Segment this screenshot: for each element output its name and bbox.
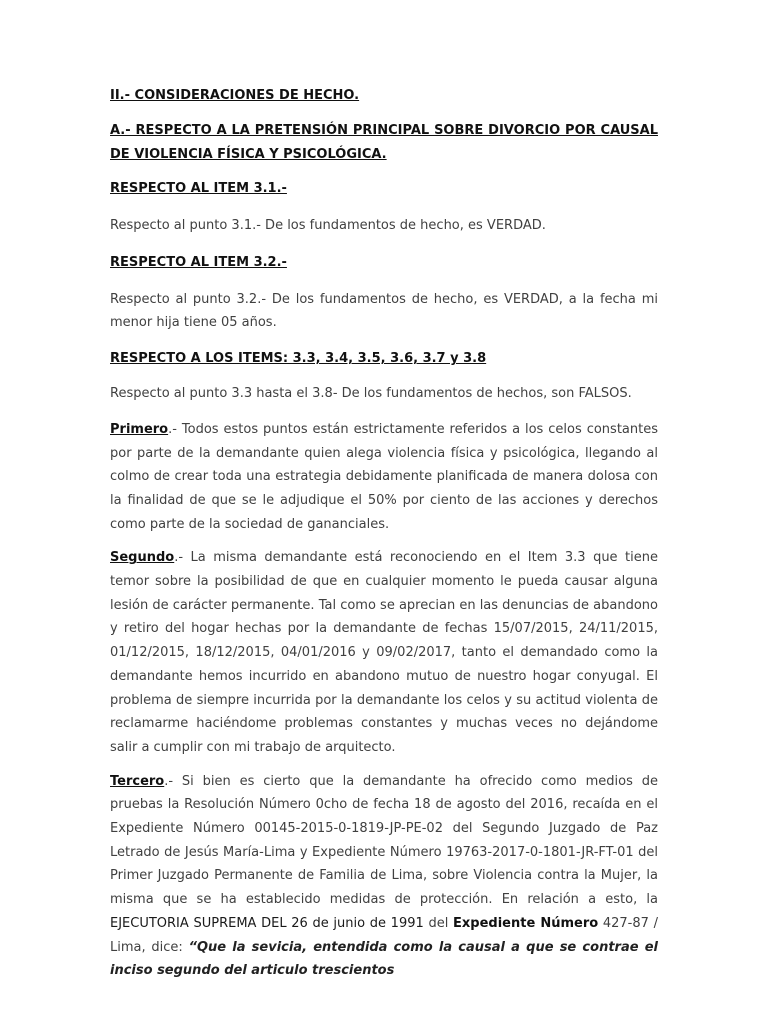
- item-31-text: Respecto al punto 3.1.- De los fundamentos de hecho, es VERDAD.: [110, 218, 546, 233]
- primero-label: Primero: [110, 421, 169, 437]
- tercero-text-1: .- Si bien es cierto que la demandante ha ofrecido como medios de pruebas la Resolución Número 0cho de fecha 18 de agosto del 2016, recaída en el Expediente Número 00145-2015-0-1819-JP-PE-02 del Segundo Juzgado de Paz Letrado de Jesús María-Lima y Expediente Número 19763-2017-0-1801-JR-FT-01 del Primer Juzgado Permanente de Familia de Lima, sobre Violencia contra la Mujer, la misma que se ha establecido medidas de protección. En relación a esto, la: [110, 773, 658, 908]
- ejecutoria-suprema: EJECUTORIA SUPREMA DEL 26 de junio de 1991: [110, 915, 424, 931]
- items-33-38-text: Respecto al punto 3.3 hasta el 3.8- De los fundamentos de hechos, son FALSOS.: [110, 386, 632, 402]
- expediente-numero: Expediente Número: [453, 915, 599, 931]
- tercero-paragraph: [110, 770, 658, 983]
- segundo-label: Segundo: [110, 550, 175, 566]
- primero-paragraph: [110, 418, 658, 537]
- item-31-heading: RESPECTO AL ITEM 3.1.-: [110, 181, 287, 196]
- item-32-heading: RESPECTO AL ITEM 3.2.-: [110, 254, 287, 270]
- subsection-title: A.- RESPECTO A LA PRETENSIÓN PRINCIPAL SOBRE DIVORCIO POR CAUSAL DE VIOLENCIA FÍSICA Y PSICOLÓGICA.: [110, 123, 658, 162]
- segundo-text: .- La misma demandante está reconociendo en el Item 3.3 que tiene temor sobre la posibilidad de que en cualquier momento le pueda causar alguna lesión de carácter permanente. Tal como se aprecian en las denuncias de abandono y retiro del hogar hechas por la demandante de fechas 15/07/2015, 24/11/2015, 01/12/2015, 18/12/2015, 04/01/2016 y 09/02/2017, tanto el demandado como la demandante hemos incurrido en abandono mutuo de nuestro hogar conyugal. El problema de siempre incurrida por la demandante los celos y su actitud violenta de reclamarme haciéndome problemas constantes y muchas veces no dejándome salir a cumplir con mi trabajo de arquitecto.: [110, 550, 658, 755]
- tercero-text-3: 427-87 / Lima, dice:: [110, 915, 658, 955]
- tercero-text-2: del: [423, 915, 454, 931]
- tercero-quote: “Que la sevicia, entendida como la causal a que se contrae el inciso segundo del articulo trescientos: [110, 939, 658, 979]
- tercero-label: Tercero: [110, 773, 165, 789]
- segundo-paragraph: [110, 546, 658, 759]
- primero-text: .- Todos estos puntos están estrictamente referidos a los celos constantes por parte de la demandante quien alega violencia física y psicológica, llegando al colmo de crear toda una estrategia debidamente planificada de manera dolosa con la finalidad de que se le adjudique el 50% por ciento de las acciones y derechos como parte de la sociedad de gananciales.: [110, 421, 658, 532]
- item-32-text: Respecto al punto 3.2.- De los fundamentos de hecho, es VERDAD, a la fecha mi menor hija tiene 05 años.: [110, 291, 658, 331]
- section-title: II.- CONSIDERACIONES DE HECHO.: [110, 88, 360, 103]
- items-33-38-heading: RESPECTO A LOS ITEMS: 3.3, 3.4, 3.5, 3.6, 3.7 y 3.8: [110, 351, 487, 367]
